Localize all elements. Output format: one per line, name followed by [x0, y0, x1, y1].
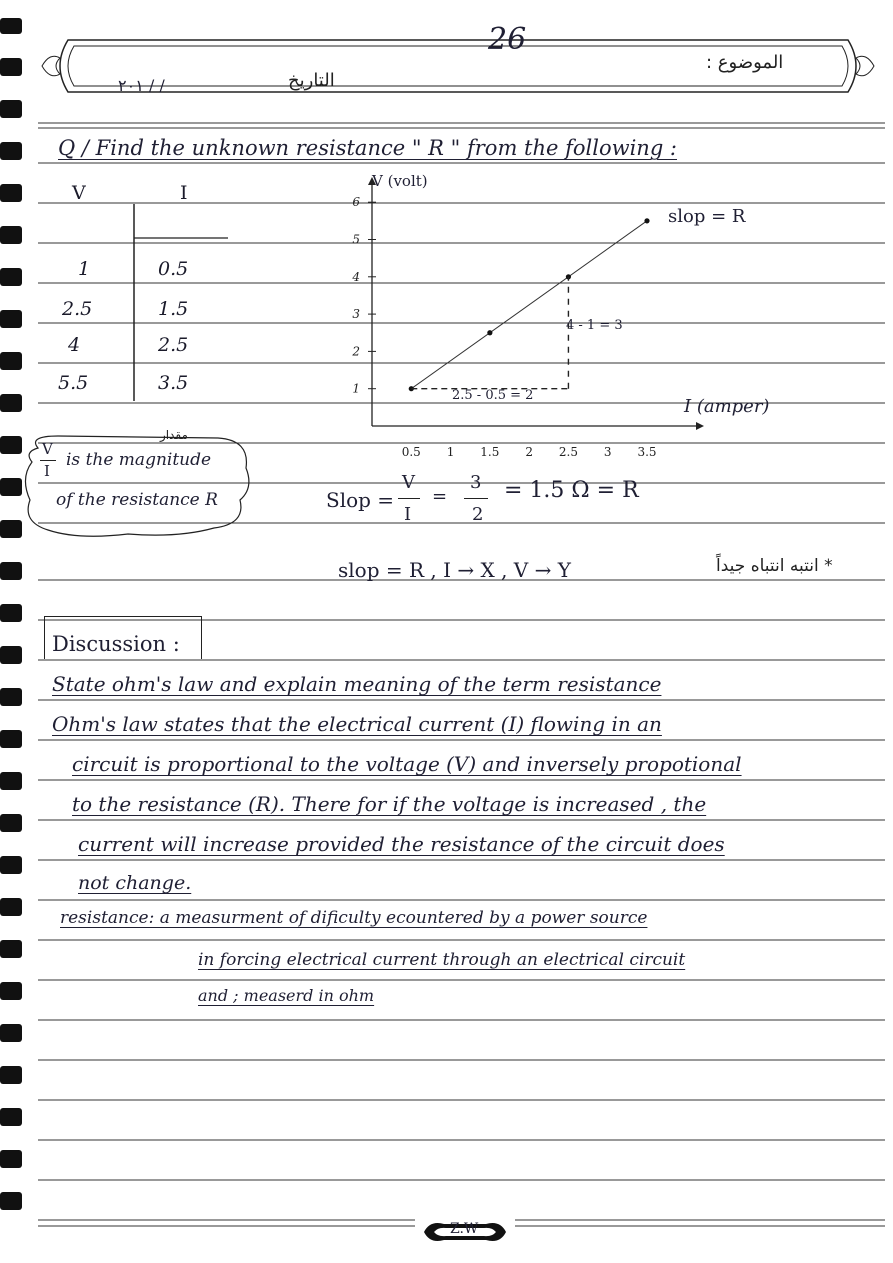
x-tick-label: 2	[525, 445, 533, 459]
page-number: 26	[488, 22, 527, 57]
slope-den1: I	[404, 504, 412, 525]
table-row-2-i: 1.5	[158, 298, 189, 320]
graph-xlabel: I (amper)	[684, 396, 770, 417]
note-line-arabic: * انتبه انتباه جيداً	[716, 556, 833, 576]
note-fraction-bar	[40, 460, 56, 461]
y-tick-label: 1	[352, 381, 360, 396]
note-fraction-den: I	[44, 462, 50, 480]
note-line: slop = R , I → X , V → Y	[338, 558, 571, 582]
x-tick-label: 1	[446, 445, 455, 459]
discussion-title: Discussion :	[52, 632, 180, 656]
discussion-line-1: State ohm's law and explain meaning of the term resistance	[52, 672, 662, 696]
date-label: التاريخ	[288, 70, 335, 91]
graph-dy-note: 4 - 1 = 3	[566, 318, 623, 333]
graph-ylabel: V (volt)	[372, 172, 428, 190]
x-tick-label: 2.5	[558, 445, 578, 459]
data-point	[487, 330, 492, 335]
table-row-4-v: 5.5	[58, 372, 89, 394]
discussion-line-2: Ohm's law states that the electrical current (I) flowing in an	[52, 712, 662, 736]
slope-num1: V	[402, 472, 415, 493]
question-text: Q / Find the unknown resistance " R " from the following :	[58, 136, 678, 160]
x-tick-label: 3.5	[637, 445, 657, 459]
table-row-3-v: 4	[68, 334, 81, 356]
note-line1: is the magnitude	[66, 450, 212, 470]
discussion-line-7: resistance: a measurment of dificulty ecountered by a power source	[60, 908, 648, 928]
x-tick-label: 3	[603, 445, 612, 459]
table-row-1-v: 1	[78, 258, 91, 280]
table-row-1-i: 0.5	[158, 258, 189, 280]
slope-bar1	[398, 498, 420, 499]
data-point	[644, 218, 649, 223]
table-row-3-i: 2.5	[158, 334, 189, 356]
graph-slope-note: slop = R	[668, 206, 746, 227]
date-value: ٢٠١ / /	[118, 76, 165, 95]
note-fraction-num: V	[42, 440, 53, 458]
table-row-2-v: 2.5	[62, 298, 93, 320]
slope-num2: 3	[470, 472, 482, 493]
data-line	[411, 221, 647, 389]
table-row-4-i: 3.5	[158, 372, 189, 394]
discussion-line-9: and ; measerd in ohm	[198, 986, 375, 1005]
y-tick-label: 5	[352, 232, 360, 247]
note-bubble	[18, 428, 254, 540]
subject-label: الموضوع :	[706, 52, 784, 73]
discussion-line-6: not change.	[78, 872, 192, 894]
y-tick-label: 3	[352, 307, 360, 322]
slope-result: = 1.5 Ω = R	[504, 478, 639, 503]
note-line2: of the resistance R	[56, 490, 218, 510]
y-tick-label: 6	[352, 195, 360, 210]
discussion-line-8: in forcing electrical current through an electrical circuit	[198, 950, 686, 970]
slope-bar2	[464, 498, 488, 499]
x-axis-arrow-icon	[696, 422, 704, 430]
y-tick-label: 4	[352, 269, 360, 284]
graph-dx-note: 2.5 - 0.5 = 2	[452, 388, 534, 403]
y-tick-label: 2	[352, 344, 360, 359]
discussion-line-4: to the resistance (R). There for if the voltage is increased , the	[72, 792, 707, 816]
discussion-line-3: circuit is proportional to the voltage (V) and inversely propotional	[72, 752, 742, 776]
slope-label: Slop =	[326, 488, 395, 512]
x-tick-label: 1.5	[480, 445, 500, 459]
table-header-v: V	[72, 182, 86, 204]
slope-eq: =	[432, 486, 448, 507]
slope-den2: 2	[472, 504, 484, 525]
discussion-line-5: current will increase provided the resistance of the circuit does	[78, 832, 725, 856]
table-header-i: I	[180, 182, 188, 204]
note-arabic: مقدار	[160, 428, 188, 442]
footer-logo-text: Z.W	[450, 1221, 479, 1237]
x-tick-label: 0.5	[401, 445, 421, 459]
